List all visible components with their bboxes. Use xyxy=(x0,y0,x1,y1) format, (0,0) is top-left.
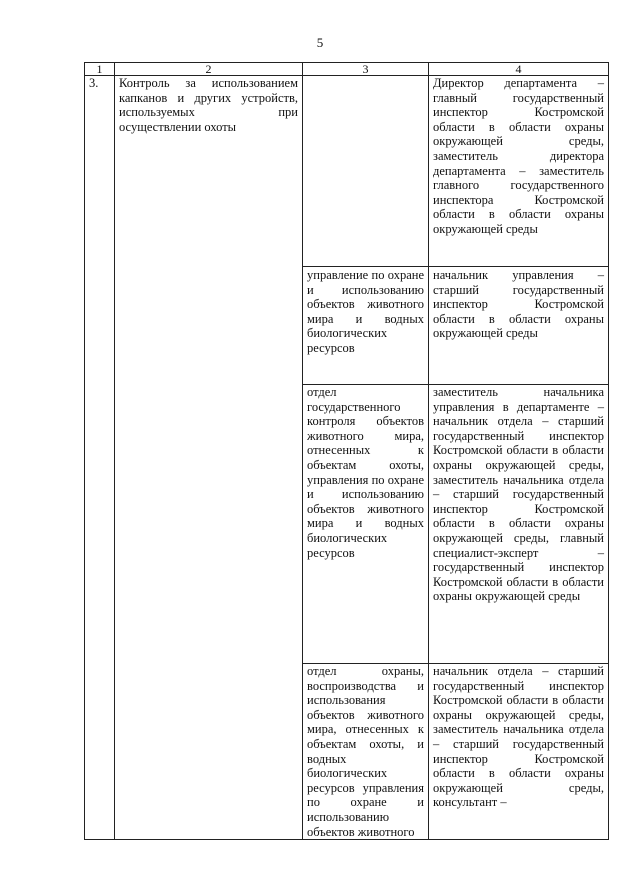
staff-table xyxy=(84,62,609,840)
positions-cell: начальник отдела – старший государственный инспектор Костромской области в области охраны окружающей среды, заместитель начальника отдела – старший государственный инспектор Костромской области в области охраны окружающей среды, консультант – xyxy=(429,664,609,840)
positions-cell: заместитель начальника управления в департаменте – начальник отдела – старший государственный инспектор Костромской области в области охраны окружающей среды, заместитель начальника отдела – старший государственный инспектор Костромской области в области охраны окружающей среды, главный специалист-эксперт – государственный инспектор Костромской области в области охраны окружающей среды xyxy=(429,385,609,664)
unit-cell: управление по охране и использованию объектов животного мира и водных биологических ресурсов xyxy=(303,267,429,385)
table-header xyxy=(85,63,609,76)
table-row xyxy=(85,76,609,267)
header-col-2: 2 xyxy=(115,63,303,76)
header-col-1: 1 xyxy=(85,63,115,76)
page-number: 5 xyxy=(316,35,324,50)
header-col-3: 3 xyxy=(303,63,429,76)
unit-cell xyxy=(303,76,429,267)
header-col-4: 4 xyxy=(429,63,609,76)
row-number: 3. xyxy=(85,76,115,840)
control-function-cell: Контроль за использованием капканов и других устройств, используемых при осуществлении охоты xyxy=(115,76,303,840)
positions-cell: начальник управления – старший государственный инспектор Костромской области в области охраны окружающей среды xyxy=(429,267,609,385)
positions-cell: Директор департамента – главный государственный инспектор Костромской области в области охраны окружающей среды, заместитель директора департамента – заместитель главного государственного инспектора Костромской области в области охраны окружающей среды xyxy=(429,76,609,267)
unit-cell: отдел государственного контроля объектов животного мира, отнесенных к объектам охоты, управления по охране и использованию объектов животного мира и водных биологических ресурсов xyxy=(303,385,429,664)
unit-cell: отдел охраны, воспроизводства и использования объектов животного мира, отнесенных к объектам охоты, и водных биологических ресурсов управления по охране и использованию объектов животного xyxy=(303,664,429,840)
